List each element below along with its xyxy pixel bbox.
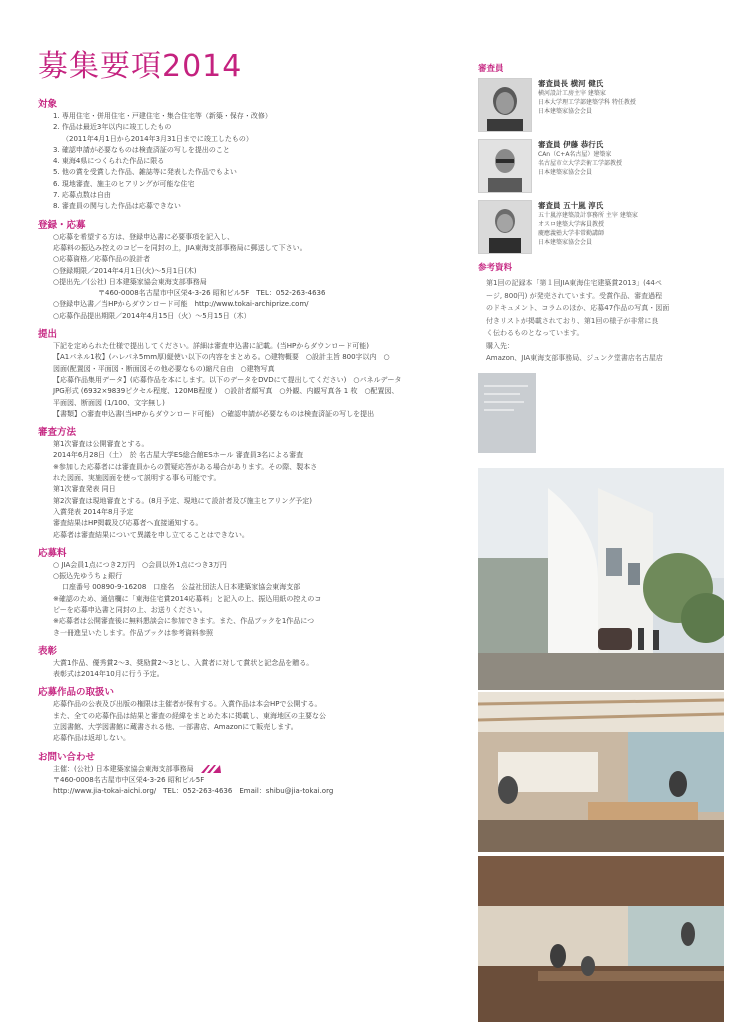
reference-book-cover <box>478 373 536 453</box>
judge-info <box>538 78 636 116</box>
award-item: 表彰式は2014年10月に行う予定。 <box>53 670 164 679</box>
submission-item: 図面(配置図・平面図・断面図その他必要なもの)縮尺自由 ○建物写真 <box>53 364 275 373</box>
contact-item <box>38 764 458 775</box>
target-item: （2011年4月1日から2014年3月31日までに竣工したもの） <box>62 134 253 143</box>
submission-item: 下記を定められた仕様で提出してください。詳細は審査申込書に記載。(当HPからダウンロード可能) <box>53 342 369 351</box>
judging-item: 2014年6月28日（土） 於 名古屋大学ES総合館ESホール 審査員3名による審査 <box>53 451 304 460</box>
section-heading-handling: 応募作品の取扱い <box>38 687 115 699</box>
judging-item: 第1次審査発表 同日 <box>53 485 116 494</box>
section-handling <box>38 686 458 744</box>
right-column <box>478 62 718 453</box>
judge-name: 審査員長 横河 健氏 <box>538 79 604 88</box>
submission-item: 【応募作品集用データ】(応募作品を本にします。以下のデータをDVDにて提出してください) ○パネルデータ <box>53 375 402 384</box>
jia-logo-icon <box>200 764 222 774</box>
submission-item: 【書類】○審査申込書(当HPからダウンロード可能) ○確認申請が必要なものは検査済証の写しを提出 <box>53 409 375 418</box>
contact-organizer: 主催：(公社) 日本建築家協会東海支部事務局 <box>53 764 194 773</box>
judge-detail: 日本建築家協会会員 <box>538 169 593 176</box>
judge-detail: 日本大学理工学部建築学科 特任教授 <box>538 99 636 106</box>
section-contact <box>38 751 458 798</box>
section-heading-judging: 審査方法 <box>38 427 77 439</box>
section-target <box>38 98 458 213</box>
target-item: 1. 専用住宅・併用住宅・戸建住宅・集合住宅等（新築・保存・改修） <box>53 112 272 120</box>
reference-line: 第1回の記録本「第１回JIA東海住宅建築賞2013」(44ペ <box>486 279 662 287</box>
section-heading-contact: お問い合わせ <box>38 751 96 763</box>
judge-photo <box>478 200 532 254</box>
contact-item[interactable]: http://www.jia-tokai-aichi.org/ TEL：052-263-4636 Email：shibu@jia-tokai.org <box>53 787 334 796</box>
section-judging <box>38 426 458 541</box>
section-registration <box>38 219 458 322</box>
judge-detail: 日本建築家協会会員 <box>538 239 593 246</box>
judge-photo <box>478 139 532 193</box>
section-heading-registration: 登録・応募 <box>38 219 86 231</box>
house-interior-photo <box>478 692 724 852</box>
award-item: 大賞1作品、優秀賞2～3、奨励賞2～3とし、入賞者に対して賞状と記念品を贈る。 <box>53 658 314 667</box>
page-title: 募集要項2014 <box>38 49 243 84</box>
registration-item: 応募料の振込み控えのコピーを同封の上，JIA東海支部事務局に郵送して下さい。 <box>53 243 307 252</box>
judging-item: ※参加した応募者には審査員からの質疑応答がある場合があります。その際、製本さ <box>53 462 318 471</box>
judging-item: れた図面、実施図面を使って説明する事も可能です。 <box>53 474 221 483</box>
judge-detail: 慶應義塾大学非常勤講師 <box>538 230 605 237</box>
judge-name: 審査員 五十嵐 淳氏 <box>538 201 604 210</box>
reference-line: Amazon、JIA東海支部事務局、ジュンク堂書店名古屋店 <box>486 354 663 362</box>
judge-detail: 日本建築家協会会員 <box>538 108 593 115</box>
registration-item: ○提出先／(公社) 日本建築家協会東海支部事務局 <box>53 277 207 286</box>
target-item: 7. 応募点数は自由 <box>53 191 111 200</box>
handling-item: 応募作品は返却しない。 <box>53 734 130 743</box>
handling-item: 応募作品の公表及び出版の権限は主催者が保有する。入賞作品は本会HPで公開する。 <box>53 700 322 709</box>
section-heading-award: 表彰 <box>38 645 58 657</box>
person-icon <box>479 201 531 253</box>
judge-detail: 名古屋市立大学芸術工学部教授 <box>538 160 623 167</box>
reference-heading: 参考資料 <box>478 263 513 273</box>
judges-heading: 審査員 <box>478 64 504 74</box>
reference-line: く伝わるものとなっています。 <box>486 329 584 337</box>
submission-item: 【A1パネル1枚】(ハレパネ5mm厚)縦使い以下の内容をまとめる。○建物概要 ○設計主旨 800字以内 ○ <box>53 353 390 362</box>
handling-item: また、全ての応募作品は結果と審査の経緯をまとめた本に掲載し、東海地区の主要な公 <box>53 711 326 720</box>
fee-item: ※確認のため、通信欄に「東海住宅賞2014応募料」と記入の上、振込用紙の控えのコ <box>53 594 322 603</box>
judge-name: 審査員 伊藤 恭行氏 <box>538 140 604 149</box>
left-column <box>38 48 458 804</box>
fee-item: ピーを応募申込書と同封の上、お送りください。 <box>53 605 207 614</box>
judge-card <box>478 78 718 132</box>
judge-info <box>538 200 638 247</box>
target-item: 4. 東海4県につくられた作品に限る <box>53 157 165 166</box>
judge-detail: 五十嵐淳建築設計事務所 主宰 建築家 <box>538 212 638 219</box>
registration-item: ○応募資格／応募作品の設計者 <box>53 255 151 264</box>
registration-item: ○応募を希望する方は、登録申込書に必要事項を記入し、 <box>53 232 235 241</box>
reference-line: 付きリストが掲載されており、第1回の様子が非常に良 <box>486 316 659 325</box>
person-icon <box>479 79 531 131</box>
target-item: 3. 確認申請が必要なものは検査済証の写しを提出のこと <box>53 145 230 154</box>
handling-item: 立図書館、大学図書館に蔵書される他、一部書店、Amazonにて販売します。 <box>53 723 298 732</box>
contact-item: 〒460-0008名古屋市中区栄4-3-26 昭和ビル5F <box>53 775 205 784</box>
section-submission <box>38 328 458 420</box>
reference-text <box>478 277 718 365</box>
fee-item: ○ JIA会員1点につき2万円 ○会員以外1点につき3万円 <box>53 560 227 569</box>
submission-item: 平面図、断面図 (1/100、文字無し) <box>53 398 165 407</box>
reference-line: ージ, 800円) が発売されています。受賞作品、審査過程 <box>486 291 663 300</box>
registration-item: 〒460-0008名古屋市中区栄4-3-26 昭和ビル5F TEL：052-263-4636 <box>98 289 326 298</box>
judge-photo <box>478 78 532 132</box>
submission-item: JPG形式 (6932×9839ピクセル程度、120MB程度 ) ○設計者顔写真 ○外観、内観写真各 1 枚 ○配置図、 <box>53 387 399 396</box>
house-living-photo <box>478 856 724 1022</box>
section-fee <box>38 547 458 639</box>
target-item: 6. 現地審査、施主のヒアリングが可能な住宅 <box>53 179 195 188</box>
fee-item: き一冊進呈いたします。作品ブックは参考資料参照 <box>53 628 213 637</box>
registration-item: ○登録申込書／当HPからダウンロード可能 http://www.tokai-archiprize.com/ <box>53 300 309 309</box>
section-heading-fee: 応募料 <box>38 547 67 559</box>
section-heading-target: 対象 <box>38 99 58 110</box>
reference-line: のドキュメント、コラムのほか、応募47作品の写真・図面 <box>486 304 670 312</box>
reference-line: 購入先： <box>486 341 514 350</box>
person-icon <box>479 140 531 192</box>
judge-card <box>478 200 718 254</box>
house-exterior-photo <box>478 468 724 690</box>
judge-info <box>538 139 622 177</box>
judging-item: 第1次審査は公開審査とする。 <box>53 440 149 449</box>
fee-item: ※応募者は公開審査後に無料懇談会に参加できます。また、作品ブックを1作品につ <box>53 617 315 626</box>
judge-detail: 横河設計工房主宰 建築家 <box>538 90 606 97</box>
judge-detail: CAn（C+A名古屋）建築家 <box>538 151 612 158</box>
judging-item: 入賞発表 2014年8月予定 <box>53 507 134 516</box>
registration-item: ○登録期限／2014年4月1日(火)～5月1日(木) <box>53 266 197 275</box>
judge-card <box>478 139 718 193</box>
target-item: 8. 審査員の関与した作品は応募できない <box>53 202 181 211</box>
judge-detail: オスロ建築大学客員教授 <box>538 221 604 228</box>
section-heading-submission: 提出 <box>38 329 58 341</box>
section-award <box>38 645 458 681</box>
fee-item: ○振込先ゆうちょ銀行 <box>53 572 123 581</box>
target-item: 2. 作品は最近3年以内に竣工したもの <box>53 123 172 132</box>
registration-item: ○応募作品提出期限／2014年4月15日（火）～5月15日（木） <box>53 311 251 320</box>
judging-item: 審査結果はHP掲載及び応募者へ直接通知する。 <box>53 519 203 528</box>
fee-item: 口座番号 00890-9-16208 口座名 公益社団法人日本建築家協会東海支部 <box>62 583 301 592</box>
target-item: 5. 他の賞を受賞した作品、雑誌等に発表した作品でもよい <box>53 168 237 177</box>
judging-item: 応募者は審査結果について異議を申し立てることはできない。 <box>53 530 249 539</box>
judging-item: 第2次審査は現地審査とする。(8月予定、現地にて設計者及び施主ヒアリング予定) <box>53 496 312 505</box>
